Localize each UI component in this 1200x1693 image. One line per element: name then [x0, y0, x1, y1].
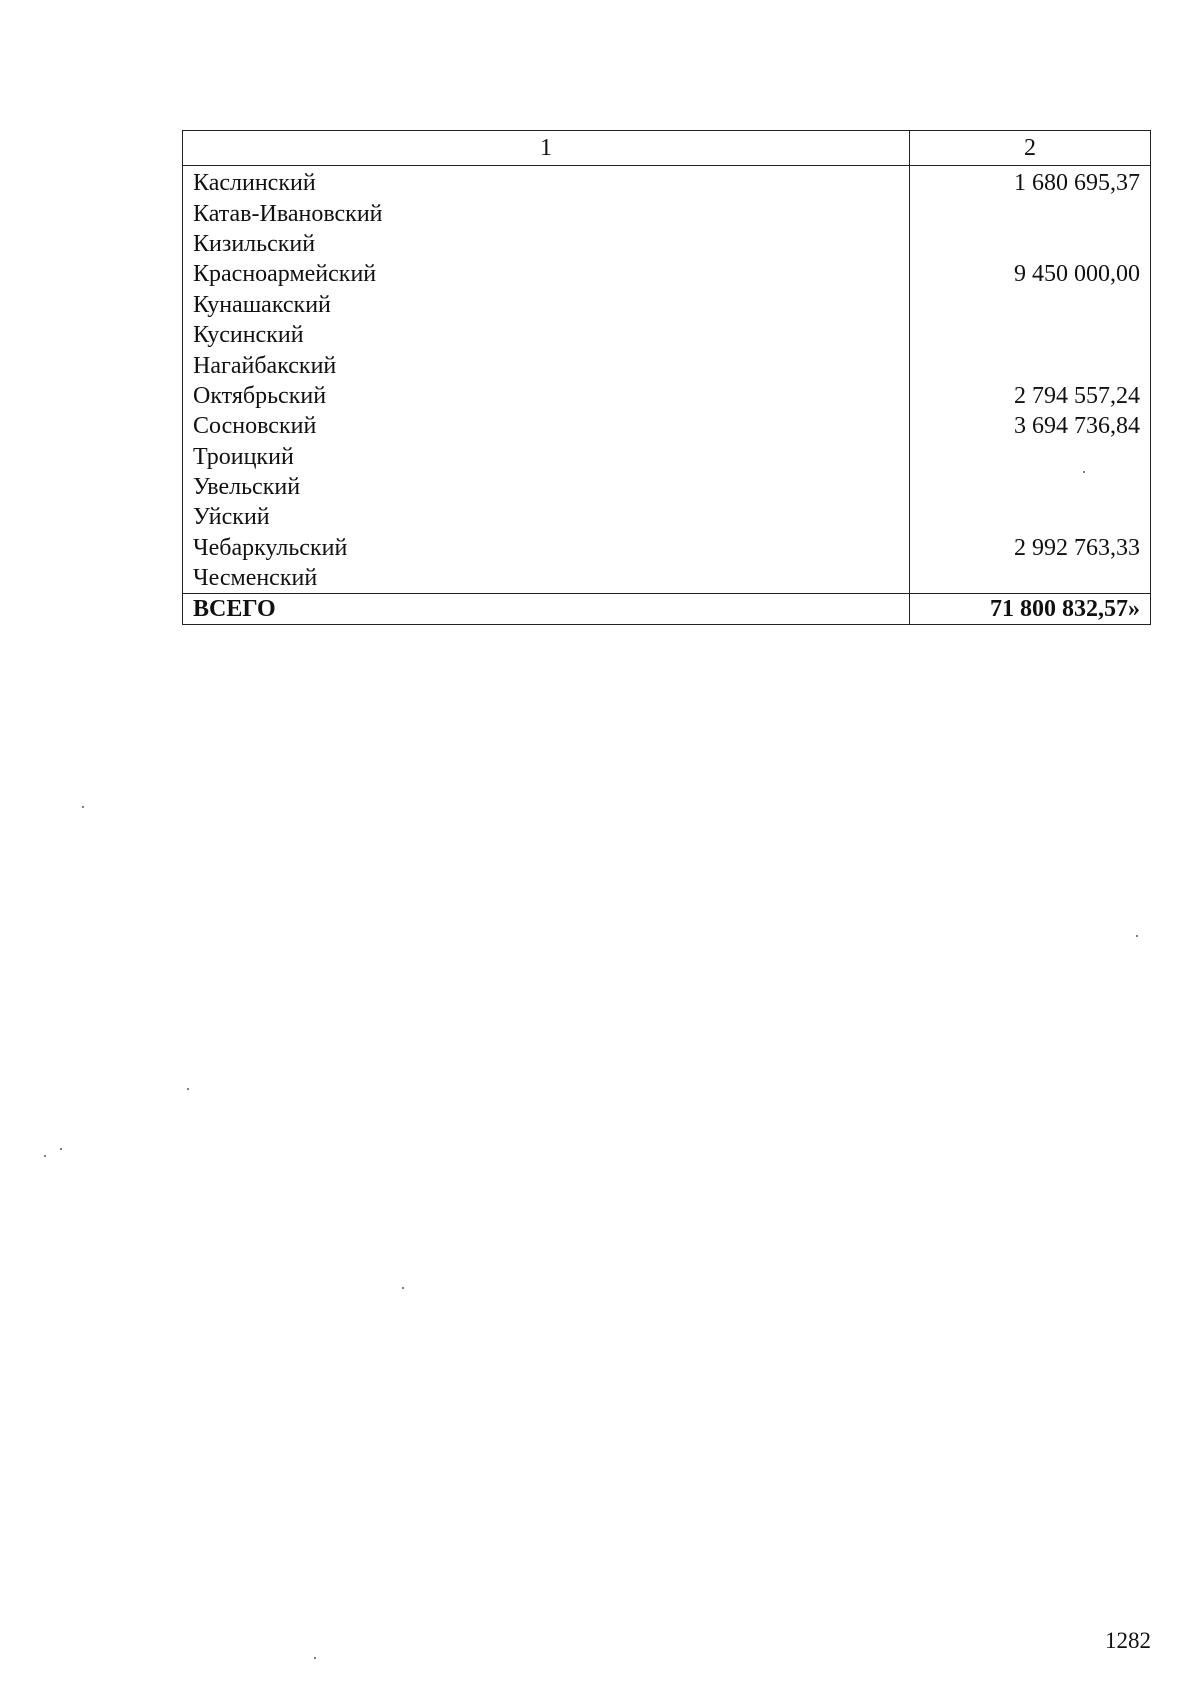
district-amount: [910, 198, 1151, 228]
column-header-1: 1: [183, 131, 910, 166]
scan-speck: [44, 1155, 46, 1157]
district-name: Уйский: [183, 502, 910, 532]
district-name: Октябрьский: [183, 381, 910, 411]
district-amount: [910, 350, 1151, 380]
column-header-2: 2: [910, 131, 1151, 166]
district-amount: [910, 472, 1151, 502]
district-name: Кизильский: [183, 229, 910, 259]
table-row: [183, 198, 1151, 228]
table-row: [183, 320, 1151, 350]
district-amount: [910, 563, 1151, 594]
district-amount: 2 992 763,33: [910, 533, 1151, 563]
district-name: Кунашакский: [183, 290, 910, 320]
page-number: 1282: [1105, 1628, 1151, 1653]
scan-speck: [187, 1088, 189, 1090]
district-name: Каслинский: [183, 166, 910, 199]
scan-speck: [60, 1148, 62, 1150]
scan-speck: [314, 1657, 316, 1659]
allocation-table: [182, 130, 1151, 625]
table-row: [183, 166, 1151, 199]
district-name: Троицкий: [183, 442, 910, 472]
district-amount: 2 794 557,24: [910, 381, 1151, 411]
district-amount: [910, 290, 1151, 320]
district-name: Чесменский: [183, 563, 910, 594]
district-name: Сосновский: [183, 411, 910, 441]
district-name: Катав-Ивановский: [183, 198, 910, 228]
scan-speck: [402, 1287, 404, 1289]
table-row: [183, 259, 1151, 289]
table-row: [183, 502, 1151, 532]
district-amount: [910, 442, 1151, 472]
total-row: [183, 594, 1151, 625]
total-amount: 71 800 832,57»: [910, 594, 1151, 625]
table-header-row: [183, 131, 1151, 166]
district-name: Увельский: [183, 472, 910, 502]
district-amount: [910, 229, 1151, 259]
table-row: [183, 563, 1151, 594]
scan-speck: [1136, 935, 1138, 937]
district-amount: [910, 502, 1151, 532]
district-name: Кусинский: [183, 320, 910, 350]
table-row: [183, 350, 1151, 380]
total-label: ВСЕГО: [183, 594, 910, 625]
table-row: [183, 442, 1151, 472]
table-row: [183, 229, 1151, 259]
district-name: Нагайбакский: [183, 350, 910, 380]
district-amount: [910, 320, 1151, 350]
table-row: [183, 411, 1151, 441]
table-row: [183, 290, 1151, 320]
district-name: Чебаркульский: [183, 533, 910, 563]
table-row: [183, 472, 1151, 502]
district-amount: 9 450 000,00: [910, 259, 1151, 289]
district-name: Красноармейский: [183, 259, 910, 289]
scan-speck: [82, 806, 84, 808]
table-row: [183, 533, 1151, 563]
district-amount: 1 680 695,37: [910, 166, 1151, 199]
table-row: [183, 381, 1151, 411]
district-amount: 3 694 736,84: [910, 411, 1151, 441]
scan-speck: [1083, 471, 1085, 473]
